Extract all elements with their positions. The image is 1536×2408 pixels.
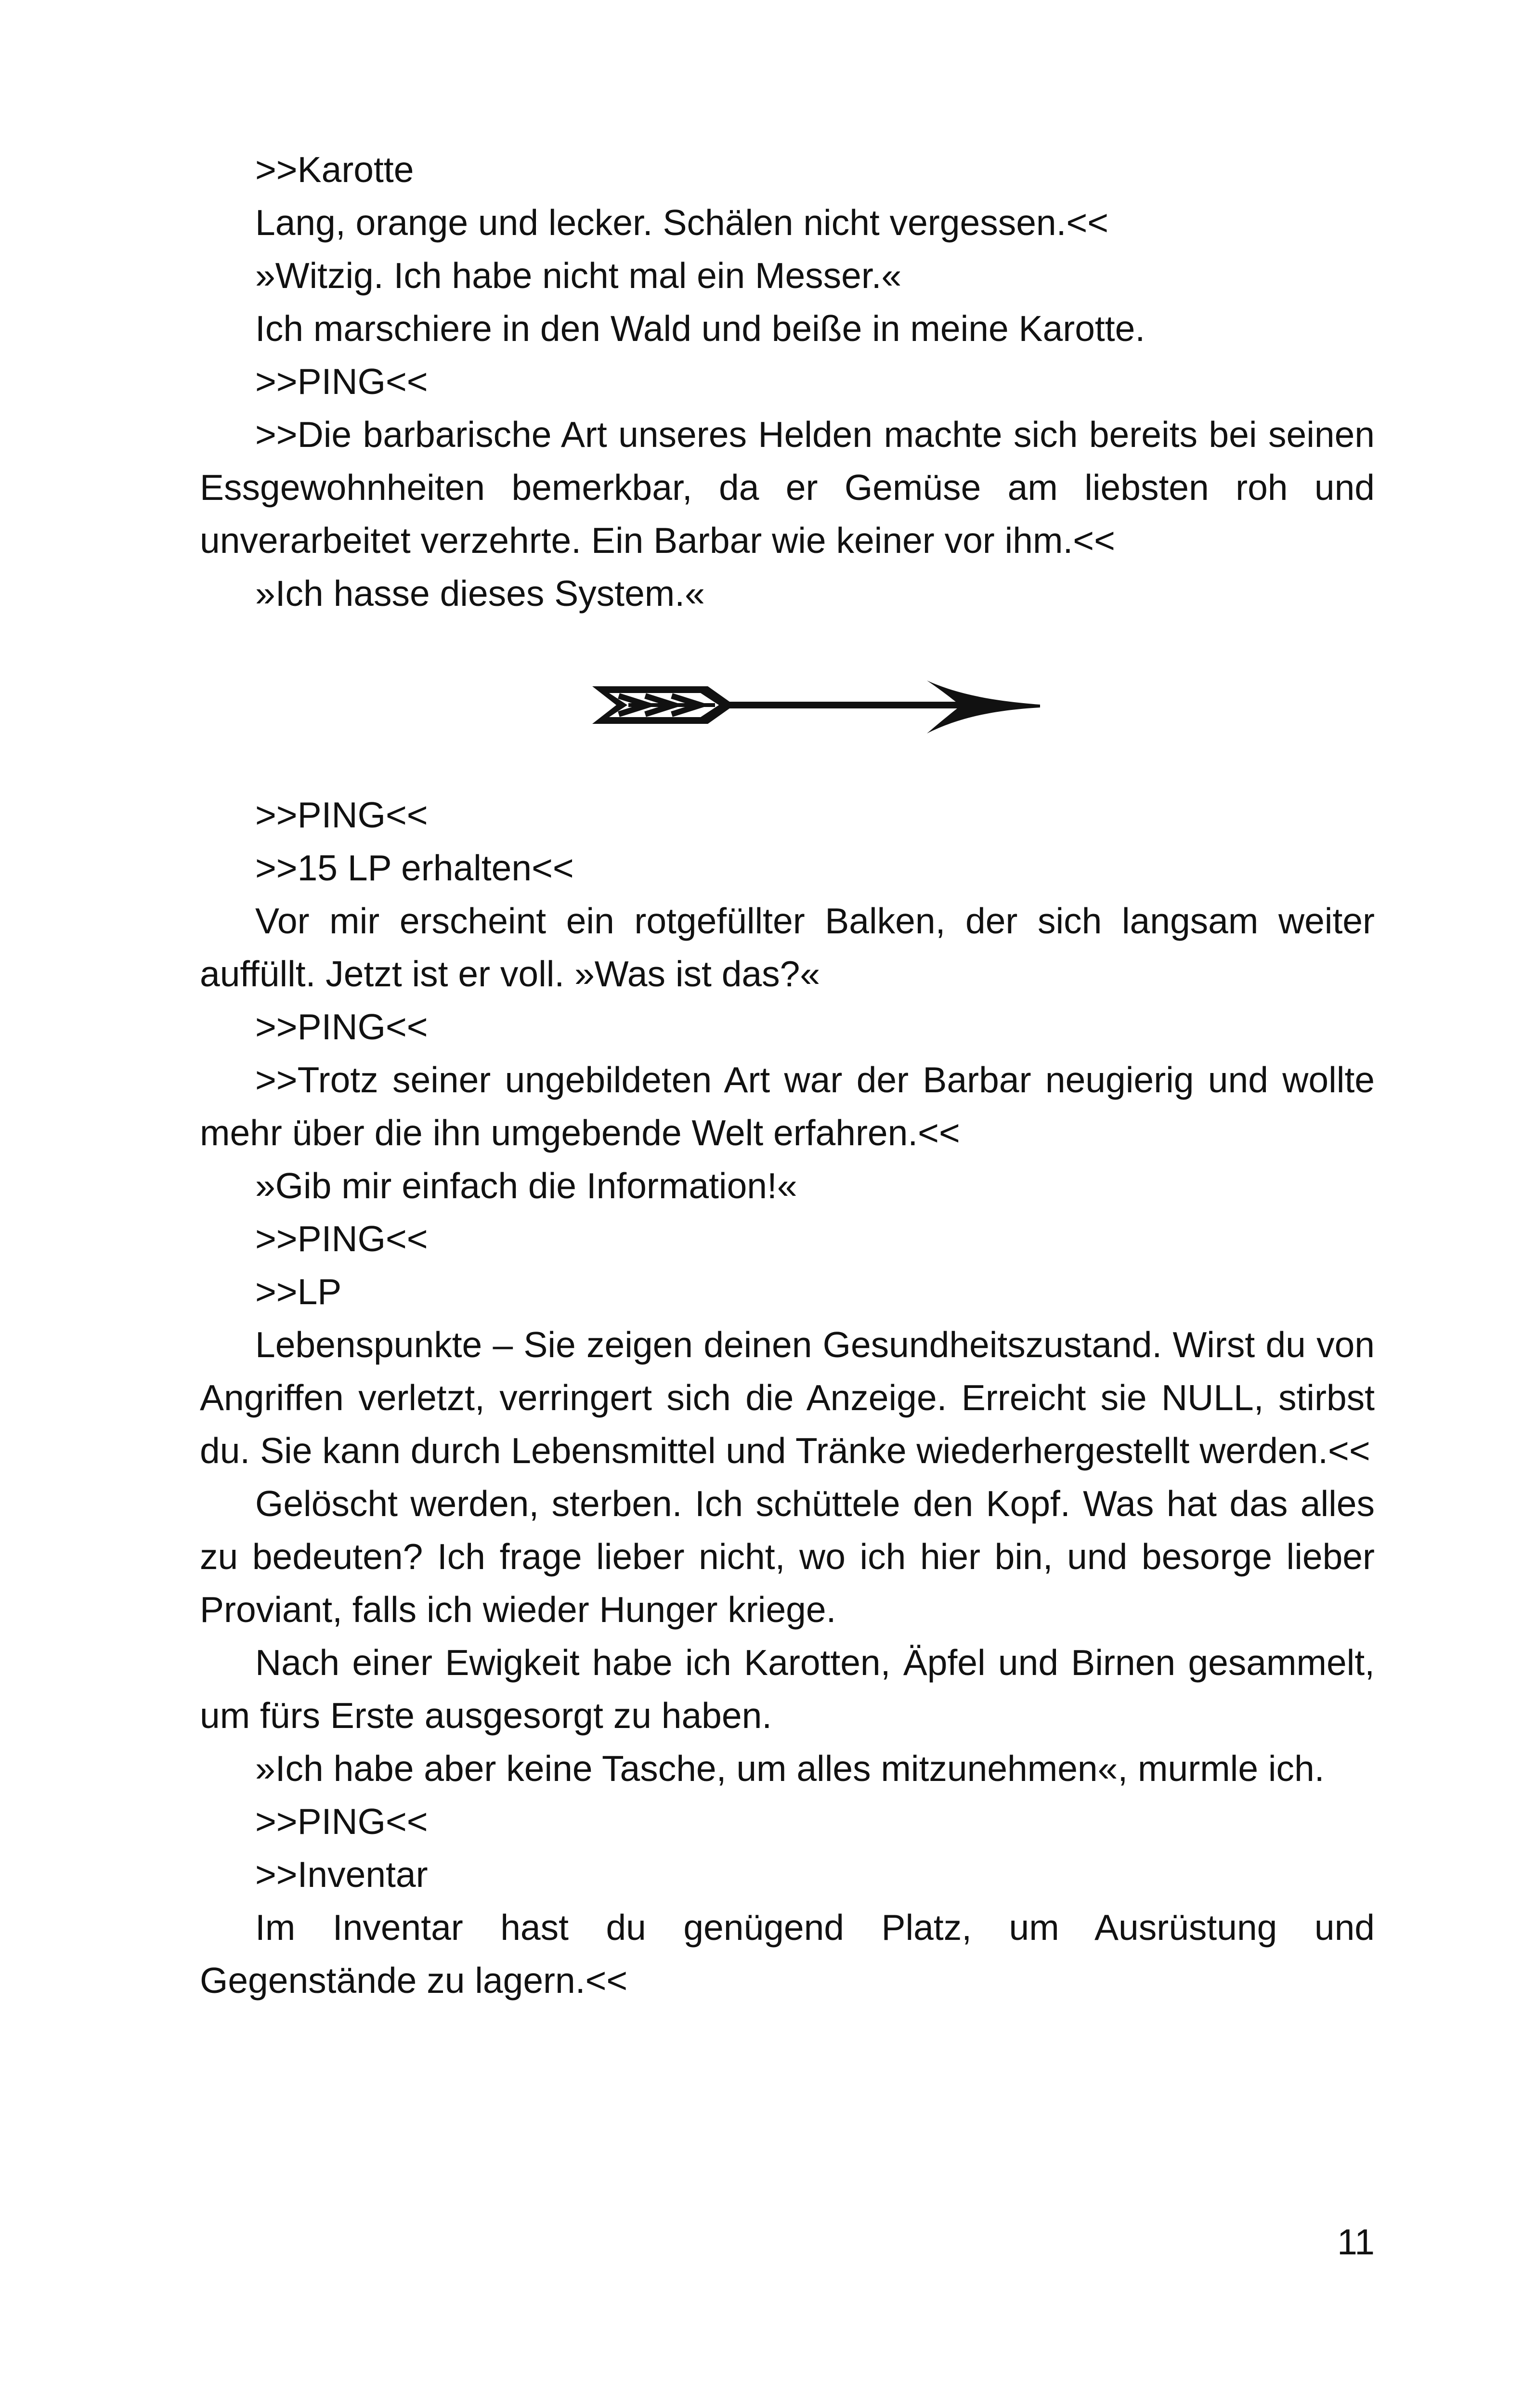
arrow-icon [590,667,1042,744]
paragraph: >>LP [255,1271,342,1312]
paragraph: >>Karotte [255,149,414,190]
paragraph: »Witzig. Ich habe nicht mal ein Messer.« [255,255,902,296]
paragraph: >>Trotz seiner ungebildeten Art war der Barbar neugierig und wollte mehr über die ihn umgebende Welt erfahren.<< [200,1060,1375,1153]
paragraph: »Gib mir einfach die Information!« [255,1165,797,1206]
paragraph: >>PING<< [255,1218,428,1259]
text-block-top [200,143,1375,620]
paragraph: »Ich hasse dieses System.« [255,573,705,614]
text-block-bottom [200,788,1375,2007]
paragraph: >>PING<< [255,1801,428,1842]
paragraph: Vor mir erscheint ein rotgefüllter Balken, der sich langsam weiter auffüllt. Jetzt ist er voll. »Was ist das?« [200,901,1375,994]
paragraph: Ich marschiere in den Wald und beiße in meine Karotte. [255,308,1145,349]
paragraph: >>PING<< [255,795,428,835]
paragraph: >>Die barbarische Art unseres Helden machte sich bereits bei seinen Essgewohnheiten bemerkbar, da er Gemüse am liebsten roh und unverarbeitet verzehrte. Ein Barbar wie keiner vor ihm.<< [200,414,1375,561]
paragraph: >>PING<< [255,1007,428,1047]
paragraph: Nach einer Ewigkeit habe ich Karotten, Äpfel und Birnen gesammelt, um fürs Erste ausgesorgt zu haben. [200,1642,1375,1736]
paragraph: Gelöscht werden, sterben. Ich schüttele den Kopf. Was hat das alles zu bedeuten? Ich frage lieber nicht, wo ich hier bin, und besorge lieber Proviant, falls ich wieder Hunger kriege. [200,1483,1375,1630]
paragraph: Lebenspunkte – Sie zeigen deinen Gesundheitszustand. Wirst du von Angriffen verletzt, verringert sich die Anzeige. Erreicht sie NULL, stirbst du. Sie kann durch Lebensmittel und Tränke wiederhergestellt werden.<< [200,1324,1375,1471]
page-number: 11 [1337,2222,1375,2262]
paragraph: Im Inventar hast du genügend Platz, um Ausrüstung und Gegenstände zu lagern.<< [200,1907,1375,2001]
paragraph: >>Inventar [255,1854,428,1895]
paragraph: Lang, orange und lecker. Schälen nicht vergessen.<< [255,202,1109,243]
paragraph: >>15 LP erhalten<< [255,848,574,888]
paragraph: »Ich habe aber keine Tasche, um alles mitzunehmen«, murmle ich. [255,1748,1325,1789]
paragraph: >>PING<< [255,361,428,402]
